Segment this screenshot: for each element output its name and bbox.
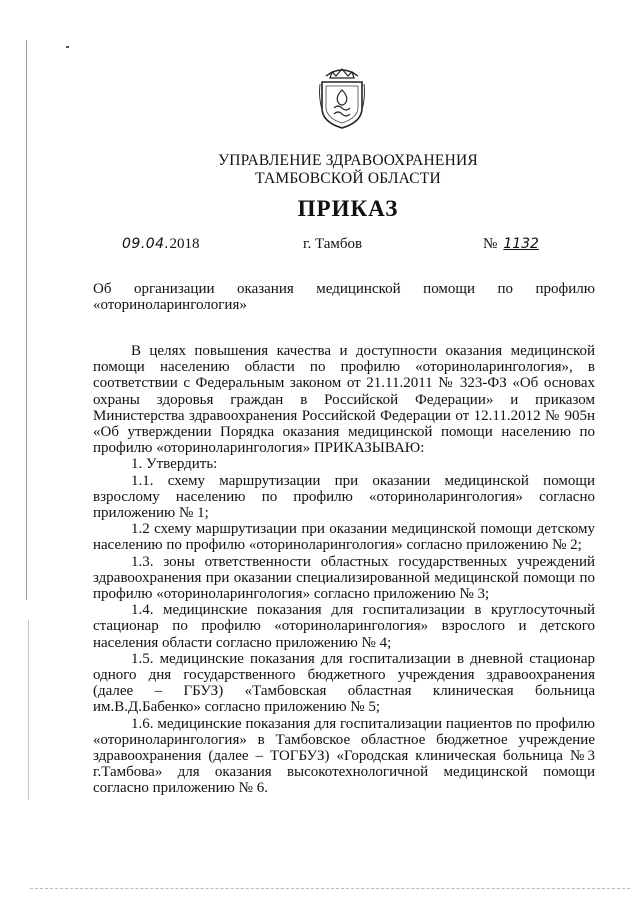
order-subject (93, 281, 595, 313)
clause-1-6: 1.6. медицинские показания для госпитализации пациентов по профилю «оториноларингология» в Тамбовское областное бюджетное учреждение здравоохранения (далее – ТОГБУЗ) «Городская клиническая больница №3 г.Тамбова» для оказания высокотехнологичной медицинской помощи согласно приложению № 6. (93, 715, 595, 797)
order-year: 2018 (169, 236, 200, 252)
scan-edge-line (26, 40, 27, 600)
handwritten-date: 09.04. (122, 236, 170, 252)
clause-1-3: 1.3. зоны ответственности областных государственных учреждений здравоохранения при оказании специализированной медицинской помощи по профилю «оториноларингология» согласно приложению № 3; (93, 553, 595, 603)
order-body (93, 343, 595, 797)
authority-name-line2: ТАМБОВСКОЙ ОБЛАСТИ (255, 170, 441, 187)
clause-1-1: 1.1. схему маршрутизации при оказании медицинской помощи взрослому населению по профилю «оториноларингология» согласно приложению № 1; (93, 472, 595, 522)
clause-1-5: 1.5. медицинские показания для госпитализации в дневной стационар одного дня государственного бюджетного учреждения здравоохранения (далее – ГБУЗ) «Тамбовская областная клиническая больница им.В.Д.Бабенко» согласно приложению № 5; (93, 650, 595, 716)
clause-1-2: 1.2 схему маршрутизации при оказании медицинской помощи детскому населению по профилю «оториноларингология» согласно приложению № 2; (93, 521, 595, 554)
document-type-title: ПРИКАЗ (297, 196, 399, 221)
order-number (483, 236, 539, 253)
clause-1: 1. Утвердить: (131, 456, 218, 473)
clause-1-4: 1.4. медицинские показания для госпитализации в круглосуточный стационар по профилю «оториноларингология» взрослого и детского населения области согласно приложению № 4; (93, 602, 595, 651)
scan-edge-line (28, 620, 29, 800)
handwritten-number: 1132 (503, 236, 539, 252)
preamble-paragraph: В целях повышения качества и доступности оказания медицинской помощи населению области по профилю «оториноларингология», в соответствии с Федеральным законом от 21.11.2011 № 323-ФЗ «Об основах охраны здоровья граждан в Российской Федерации» и приказом Министерства здравоохранения Российской Федерации от 12.11.2012 № 905н «Об утверждении Порядка оказания медицинской помощи населению по профилю «оториноларингология» ПРИКАЗЫВАЮ: (93, 343, 595, 457)
scan-speck (66, 46, 69, 48)
order-meta-row (0, 236, 640, 258)
subject-line2: «оториноларингология» (93, 297, 247, 313)
page-bottom-edge (30, 888, 630, 889)
order-city: г. Тамбов (303, 236, 363, 252)
number-sign: № (483, 236, 498, 252)
subject-line1: Об организации оказания медицинской помощи по профилю (93, 281, 595, 297)
order-date (122, 236, 200, 253)
authority-name-line1: УПРАВЛЕНИЕ ЗДРАВООХРАНЕНИЯ (218, 152, 478, 169)
coat-of-arms-emblem (318, 64, 366, 130)
